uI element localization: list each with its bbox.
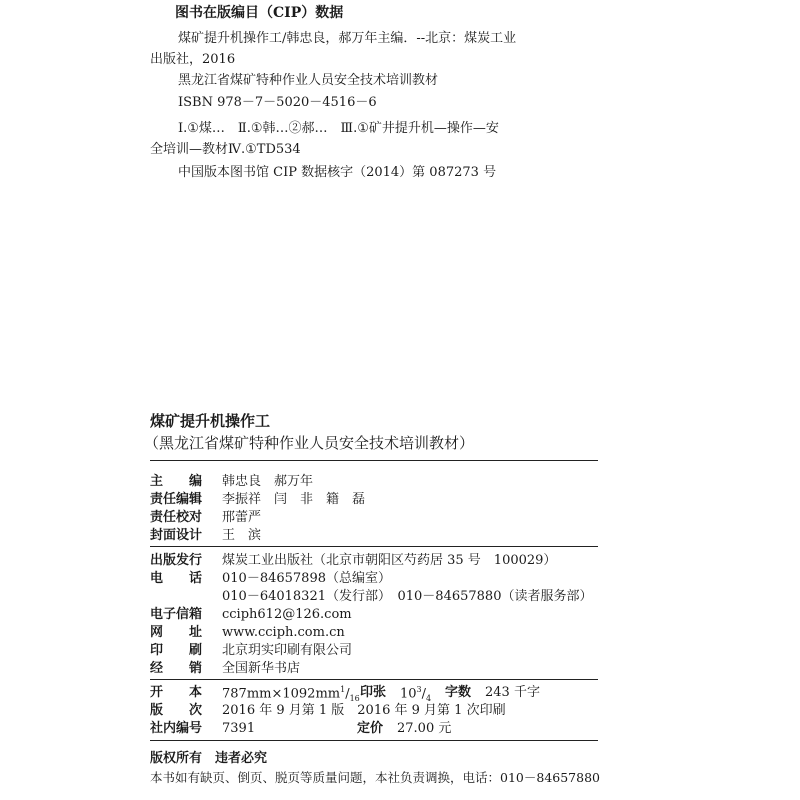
format-value: $787mm\times 1092mm^1/_{16}$ [222, 685, 360, 703]
cip-line-7: 中国版本图书馆 CIP 数据核字（2014）第 087273 号 [178, 165, 497, 180]
cip-line-6: 全培训—教材Ⅳ.①TD534 [150, 142, 301, 157]
credit-label: 封面设计 [150, 528, 203, 543]
cip-heading: 图书在版编目（CIP）数据 [175, 5, 344, 21]
cip-line-2: 出版社，2016 [150, 52, 236, 67]
cip-line-3: 黑龙江省煤矿特种作业人员安全技术培训教材 [178, 73, 439, 88]
format-size: 787mm×1092mm [222, 686, 341, 702]
sheets-numerator: 3 [416, 685, 422, 694]
code-label: 社内编号 [150, 721, 203, 736]
sheets-denominator: 4 [426, 693, 432, 703]
book-series: （黑龙江省煤矿特种作业人员安全技术培训教材） [144, 434, 475, 452]
format-numerator: 1 [340, 685, 346, 694]
sheets-label: 印张 [360, 685, 387, 700]
publisher-label: 电 话 [150, 571, 203, 586]
rights-notice: 本书如有缺页、倒页、脱页等质量问题，本社负责调换，电话：010－84657880 [150, 770, 600, 785]
publisher-label: 网 址 [150, 625, 203, 640]
publisher-value: 全国新华书店 [222, 661, 301, 676]
edition-label: 版 次 [150, 703, 203, 718]
credit-label: 主 编 [150, 474, 203, 489]
format-denominator: 16 [349, 693, 360, 703]
format-label: 开 本 [150, 685, 203, 700]
edition-value: 2016 年 9 月第 1 版 2016 年 9 月第 1 次印刷 [222, 703, 506, 718]
publisher-label: 经 销 [150, 661, 203, 676]
credit-label: 责任编辑 [150, 492, 203, 507]
price-value: 27.00 元 [397, 721, 452, 736]
publisher-label: 电子信箱 [150, 607, 203, 622]
cip-line-4: ISBN 978－7－5020－4516－6 [178, 95, 377, 110]
price-label: 定价 [357, 721, 384, 736]
words-label: 字数 [445, 685, 472, 700]
cip-line-1: 煤矿提升机操作工/韩忠良，郝万年主编．--北京：煤炭工业 [178, 31, 517, 46]
rights-heading: 版权所有 违者必究 [150, 751, 268, 766]
publisher-value: 010－64018321（发行部） 010－84657880（读者服务部） [222, 589, 593, 604]
publisher-label: 出版发行 [150, 553, 203, 568]
credit-value: 邢蕾严 [222, 510, 262, 525]
title-rule [150, 460, 598, 461]
book-title: 煤矿提升机操作工 [150, 412, 271, 430]
credit-label: 责任校对 [150, 510, 203, 525]
credit-value: 韩忠良 郝万年 [222, 474, 314, 489]
publisher-value: www.cciph.com.cn [222, 625, 345, 640]
publisher-value: cciph612@126.com [222, 607, 352, 622]
code-value: 7391 [222, 721, 256, 736]
words-value: 243 千字 [485, 685, 540, 700]
publisher-value: 北京玥实印刷有限公司 [222, 643, 353, 658]
credit-value: 李振祥 闫 非 籍 磊 [222, 492, 366, 507]
credit-value: 王 滨 [222, 528, 262, 543]
credits-rule [150, 546, 598, 547]
publisher-value: 煤炭工业出版社（北京市朝阳区芍药居 35 号 100029） [222, 553, 557, 568]
publisher-label: 印 刷 [150, 643, 203, 658]
publisher-value: 010－84657898（总编室） [222, 571, 391, 586]
sheets-value: $10^3/_4$ [400, 685, 432, 703]
sheets-int: 10 [400, 686, 417, 702]
publisher-rule [150, 679, 598, 680]
cip-line-5: Ⅰ.①煤… Ⅱ.①韩…②郝… Ⅲ.①矿井提升机—操作—安 [178, 121, 499, 136]
specs-rule [150, 740, 598, 741]
